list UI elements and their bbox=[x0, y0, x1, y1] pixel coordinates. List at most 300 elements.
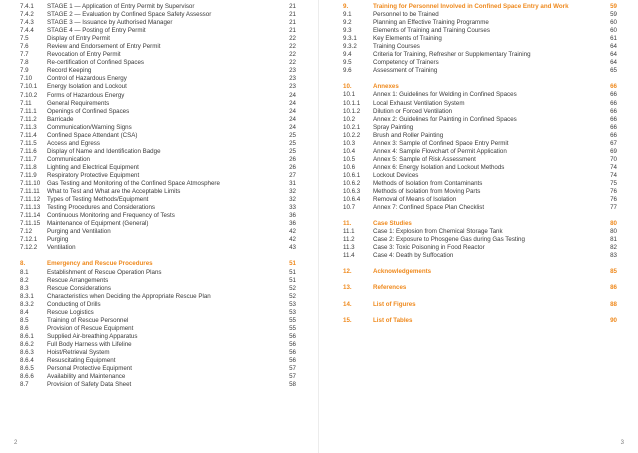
toc-section-heading[interactable] bbox=[343, 3, 617, 11]
toc-entry-page: 32 bbox=[289, 188, 296, 196]
toc-entry-page: 82 bbox=[610, 244, 617, 252]
toc-entry[interactable] bbox=[343, 27, 617, 35]
toc-entry-page: 57 bbox=[289, 373, 296, 381]
toc-entry-title: Removal of Means of Isolation bbox=[373, 196, 457, 204]
toc-entry-title: Training for Personnel Involved in Confined Space Entry and Work bbox=[373, 3, 569, 10]
toc-entry-page: 52 bbox=[289, 284, 296, 292]
toc-entry-title: Availability and Maintenance bbox=[47, 373, 126, 381]
toc-entry-number: 8.1 bbox=[20, 268, 29, 276]
toc-entry-page: 58 bbox=[289, 381, 296, 389]
toc-section-heading[interactable] bbox=[343, 268, 617, 276]
toc-entry-number: 7.11.11 bbox=[20, 188, 40, 196]
toc-entry-title: Personnel to be Trained bbox=[373, 11, 439, 19]
toc-entry-title: Communication bbox=[47, 155, 90, 163]
toc-entry[interactable] bbox=[343, 59, 617, 67]
toc-entry-page: 86 bbox=[610, 284, 617, 292]
toc-entry-number: 8.6.2 bbox=[20, 340, 34, 348]
toc-entry-page: 42 bbox=[289, 236, 296, 244]
toc-entry-page: 43 bbox=[289, 244, 296, 252]
toc-entry-number: 10.3 bbox=[343, 139, 356, 147]
toc-entry-page: 66 bbox=[610, 131, 617, 139]
toc-entry[interactable] bbox=[20, 148, 296, 156]
toc-entry-page: 64 bbox=[610, 59, 617, 67]
toc-entry[interactable] bbox=[343, 91, 617, 99]
toc-entry-page: 32 bbox=[289, 196, 296, 204]
toc-entry-page: 76 bbox=[610, 188, 617, 196]
toc-entry-title: Case 2: Exposure to Phosgene Gas during Gas Testing bbox=[373, 236, 525, 244]
toc-entry-number: 7.11.15 bbox=[20, 220, 41, 228]
toc-entry-page: 83 bbox=[610, 252, 617, 260]
toc-entry[interactable] bbox=[20, 92, 296, 100]
toc-entry-page: 24 bbox=[289, 107, 296, 115]
toc-entry[interactable] bbox=[343, 228, 617, 236]
toc-entry-title: Annex 3: Sample of Confined Space Entry Permit bbox=[373, 139, 509, 147]
toc-entry-number: 10.5 bbox=[343, 155, 356, 163]
toc-entry-title: STAGE 3 — Issuance by Authorised Manager bbox=[47, 19, 173, 27]
toc-entry[interactable] bbox=[20, 3, 296, 11]
toc-entry-title: Annex 7: Confined Space Plan Checklist bbox=[373, 204, 485, 212]
toc-entry-page: 66 bbox=[610, 83, 617, 91]
toc-spacer bbox=[343, 309, 617, 317]
toc-entry-number: 10.6 bbox=[343, 163, 356, 171]
toc-entry-number: 8.4 bbox=[20, 308, 29, 316]
toc-entry-number: 7.4.1 bbox=[20, 3, 34, 10]
toc-entry-title: List of Figures bbox=[373, 300, 416, 308]
toc-entry[interactable] bbox=[20, 309, 296, 317]
toc-entry-number: 10. bbox=[343, 83, 352, 91]
toc-entry-page: 75 bbox=[610, 179, 617, 187]
toc-entry-number: 10.1.1 bbox=[343, 99, 361, 107]
toc-entry-page: 53 bbox=[289, 300, 296, 308]
toc-entry[interactable] bbox=[20, 301, 296, 309]
toc-entry-number: 8.6.6 bbox=[20, 373, 34, 381]
toc-entry-number: 8.6.3 bbox=[20, 348, 34, 356]
toc-entry-number: 10.6.1 bbox=[343, 171, 361, 179]
toc-entry[interactable] bbox=[343, 116, 617, 124]
toc-entry-number: 11. bbox=[343, 220, 352, 228]
toc-entry-title: Hoist/Retrieval System bbox=[47, 348, 110, 356]
toc-entry-number: 10.4 bbox=[343, 147, 356, 155]
toc-entry-page: 21 bbox=[289, 11, 296, 19]
toc-entry-page: 24 bbox=[289, 99, 296, 107]
toc-entry[interactable] bbox=[343, 67, 617, 75]
toc-entry-number: 7.12 bbox=[20, 228, 33, 236]
toc-entry-title: Establishment of Rescue Operation Plans bbox=[47, 268, 162, 276]
toc-entry-number: 9.5 bbox=[343, 59, 352, 67]
toc-entry-number: 8.6.5 bbox=[20, 365, 34, 373]
toc-entry-page: 22 bbox=[289, 51, 296, 59]
toc-entry-number: 7.11.1 bbox=[20, 107, 37, 115]
toc-entry-page: 21 bbox=[289, 27, 296, 35]
toc-entry[interactable] bbox=[343, 172, 617, 180]
toc-section-heading[interactable] bbox=[343, 301, 617, 309]
toc-entry[interactable] bbox=[20, 341, 296, 349]
toc-entry[interactable] bbox=[343, 164, 617, 172]
toc-entry-title: Access and Egress bbox=[47, 139, 100, 147]
toc-entry-page: 22 bbox=[289, 35, 296, 43]
toc-entry-page: 27 bbox=[289, 171, 296, 179]
toc-entry-title: Methods of Isolation from Contaminants bbox=[373, 179, 483, 187]
toc-entry-title: Respiratory Protective Equipment bbox=[47, 171, 140, 179]
toc-entry-title: STAGE 2 — Evaluation by Confined Space Safety Assessor bbox=[47, 11, 212, 19]
toc-entry[interactable] bbox=[343, 204, 617, 212]
toc-entry[interactable] bbox=[20, 67, 296, 75]
toc-entry[interactable] bbox=[343, 132, 617, 140]
toc-entry-title: Acknowledgements bbox=[373, 268, 432, 276]
toc-entry[interactable] bbox=[343, 180, 617, 188]
toc-entry-title: Local Exhaust Ventilation System bbox=[373, 99, 465, 107]
toc-entry-title: Forms of Hazardous Energy bbox=[47, 91, 125, 99]
toc-entry-number: 7.11.5 bbox=[20, 139, 37, 147]
toc-entry-title: STAGE 1 — Application of Entry Permit by Supervisor bbox=[47, 3, 195, 10]
toc-entry[interactable] bbox=[20, 11, 296, 19]
toc-entry[interactable] bbox=[20, 317, 296, 325]
toc-entry-title: Purging and Ventilation bbox=[47, 228, 111, 236]
toc-entry[interactable] bbox=[20, 325, 296, 333]
toc-entry-number: 7.11.7 bbox=[20, 155, 37, 163]
toc-entry-page: 53 bbox=[289, 308, 296, 316]
toc-entry-number: 11.2 bbox=[343, 236, 355, 244]
toc-entry-number: 8. bbox=[20, 260, 26, 268]
toc-entry[interactable] bbox=[20, 285, 296, 293]
toc-entry[interactable] bbox=[20, 59, 296, 67]
toc-entry-number: 7.4.4 bbox=[20, 27, 34, 35]
toc-entry-number: 10.1 bbox=[343, 91, 356, 99]
toc-entry-number: 11.4 bbox=[343, 252, 355, 260]
toc-entry-number: 9.1 bbox=[343, 11, 352, 19]
toc-entry-page: 21 bbox=[289, 19, 296, 27]
toc-entry-number: 11.3 bbox=[343, 244, 355, 252]
toc-entry-title: Display of Name and Identification Badge bbox=[47, 147, 161, 155]
toc-entry-page: 76 bbox=[610, 196, 617, 204]
toc-entry-number: 10.6.2 bbox=[343, 179, 361, 187]
toc-entry-page: 69 bbox=[610, 147, 617, 155]
toc-entry-title: Characteristics when Deciding the Appropriate Rescue Plan bbox=[47, 292, 211, 300]
toc-entry[interactable] bbox=[343, 124, 617, 132]
toc-entry-number: 15. bbox=[343, 316, 352, 324]
toc-entry-title: Key Elements of Training bbox=[373, 35, 442, 43]
toc-entry-page: 61 bbox=[610, 35, 617, 43]
toc-entry-title: Annex 2: Guidelines for Painting in Confined Spaces bbox=[373, 115, 517, 123]
toc-entry[interactable] bbox=[343, 188, 617, 196]
toc-entry-title: Energy Isolation and Lockout bbox=[47, 83, 127, 91]
toc-entry-number: 7.10.1 bbox=[20, 83, 38, 91]
toc-entry-title: Resuscitating Equipment bbox=[47, 357, 116, 365]
toc-entry-title: Spray Painting bbox=[373, 123, 414, 131]
toc-entry-title: References bbox=[373, 284, 407, 292]
toc-entry[interactable] bbox=[20, 349, 296, 357]
toc-entry-title: Full Body Harness with Lifeline bbox=[47, 340, 132, 348]
toc-entry-page: 56 bbox=[289, 332, 296, 340]
toc-entry-page: 24 bbox=[289, 91, 296, 99]
toc-entry-number: 7.11.4 bbox=[20, 131, 37, 139]
toc-spacer bbox=[343, 75, 617, 83]
toc-entry-page: 55 bbox=[289, 324, 296, 332]
toc-entry[interactable] bbox=[20, 180, 296, 188]
toc-entry-number: 10.6.4 bbox=[343, 196, 361, 204]
toc-entry-number: 8.5 bbox=[20, 316, 29, 324]
toc-entry-title: Dilution or Forced Ventilation bbox=[373, 107, 453, 115]
toc-entry[interactable] bbox=[20, 228, 296, 236]
toc-entry-number: 7.11.9 bbox=[20, 171, 37, 179]
toc-entry[interactable] bbox=[20, 108, 296, 116]
toc-entry-title: Conducting of Drills bbox=[47, 300, 101, 308]
toc-entry-number: 7.11.6 bbox=[20, 147, 37, 155]
toc-entry[interactable] bbox=[343, 140, 617, 148]
toc-entry-title: Case Studies bbox=[373, 220, 412, 228]
toc-entry-page: 80 bbox=[610, 228, 617, 236]
toc-entry[interactable] bbox=[20, 188, 296, 196]
page-number-right: 3 bbox=[620, 440, 624, 446]
page-number-left: 2 bbox=[14, 440, 18, 446]
toc-entry[interactable] bbox=[20, 365, 296, 373]
toc-entry-number: 8.3.2 bbox=[20, 300, 34, 308]
toc-entry[interactable] bbox=[343, 100, 617, 108]
toc-entry[interactable] bbox=[20, 75, 296, 83]
toc-entry-number: 9.3.2 bbox=[343, 43, 357, 51]
toc-entry-page: 52 bbox=[289, 292, 296, 300]
toc-entry-page: 23 bbox=[289, 83, 296, 91]
toc-entry-number: 8.6 bbox=[20, 324, 29, 332]
toc-section-heading[interactable] bbox=[343, 83, 617, 91]
toc-entry-page: 21 bbox=[289, 3, 296, 10]
toc-entry-page: 74 bbox=[610, 163, 617, 171]
toc-entry[interactable] bbox=[20, 43, 296, 51]
toc-entry-title: Control of Hazardous Energy bbox=[47, 75, 127, 83]
toc-entry-page: 66 bbox=[610, 123, 617, 131]
toc-entry-page: 51 bbox=[289, 276, 296, 284]
toc-entry-page: 24 bbox=[289, 123, 296, 131]
toc-entry[interactable] bbox=[343, 236, 617, 244]
toc-entry-number: 10.2 bbox=[343, 115, 356, 123]
toc-spacer bbox=[343, 260, 617, 268]
toc-entry[interactable] bbox=[343, 11, 617, 19]
toc-entry-title: Brush and Roller Painting bbox=[373, 131, 444, 139]
toc-entry[interactable] bbox=[20, 269, 296, 277]
toc-entry-title: Testing Procedures and Considerations bbox=[47, 204, 155, 212]
toc-entry-title: Emergency and Rescue Procedures bbox=[47, 260, 153, 268]
toc-entry-title: Rescue Logistics bbox=[47, 308, 94, 316]
toc-section-heading[interactable] bbox=[20, 260, 296, 268]
toc-section-heading[interactable] bbox=[343, 220, 617, 228]
toc-entry-title: Gas Testing and Monitoring of the Confined Space Atmosphere bbox=[47, 180, 220, 188]
toc-entry-title: Rescue Considerations bbox=[47, 284, 111, 292]
toc-entry-number: 9.4 bbox=[343, 51, 352, 59]
toc-entry-page: 57 bbox=[289, 365, 296, 373]
toc-entry-page: 59 bbox=[610, 11, 617, 19]
toc-entry-page: 80 bbox=[610, 220, 617, 228]
toc-entry-number: 7.8 bbox=[20, 59, 29, 67]
toc-entry[interactable] bbox=[20, 51, 296, 59]
toc-entry-title: Provision of Safety Data Sheet bbox=[47, 381, 132, 389]
toc-entry-title: Provision of Rescue Equipment bbox=[47, 324, 134, 332]
toc-entry-page: 56 bbox=[289, 348, 296, 356]
toc-spacer bbox=[20, 252, 296, 260]
toc-entry-title: Annex 5: Sample of Risk Assessment bbox=[373, 155, 476, 163]
toc-entry[interactable] bbox=[20, 357, 296, 365]
toc-entry-page: 85 bbox=[610, 268, 617, 276]
toc-entry-title: Planning an Effective Training Programme bbox=[373, 19, 489, 27]
toc-entry-number: 7.6 bbox=[20, 43, 29, 51]
toc-entry[interactable] bbox=[343, 108, 617, 116]
toc-entry-number: 7.11 bbox=[20, 99, 32, 107]
toc-entry-title: Training of Rescue Personnel bbox=[47, 316, 129, 324]
toc-entry-page: 26 bbox=[289, 155, 296, 163]
toc-entry-title: Purging bbox=[47, 236, 69, 244]
toc-entry-title: General Requirements bbox=[47, 99, 110, 107]
toc-entry[interactable] bbox=[20, 100, 296, 108]
toc-entry-page: 31 bbox=[289, 180, 296, 188]
toc-entry-page: 66 bbox=[610, 99, 617, 107]
toc-entry-title: Competency of Trainers bbox=[373, 59, 439, 67]
toc-entry[interactable] bbox=[20, 172, 296, 180]
toc-entry-page: 25 bbox=[289, 139, 296, 147]
toc-entry-number: 7.12.2 bbox=[20, 244, 38, 252]
right-page bbox=[319, 0, 638, 453]
toc-entry[interactable] bbox=[20, 196, 296, 204]
toc-entry-title: Communication/Warning Signs bbox=[47, 123, 132, 131]
toc-entry[interactable] bbox=[20, 19, 296, 27]
toc-entry-title: STAGE 4 — Posting of Entry Permit bbox=[47, 27, 146, 35]
toc-entry[interactable] bbox=[343, 35, 617, 43]
toc-entry-number: 10.1.2 bbox=[343, 107, 361, 115]
toc-entry-title: Annexes bbox=[373, 83, 399, 91]
toc-entry-page: 23 bbox=[289, 67, 296, 75]
toc-entry[interactable] bbox=[20, 277, 296, 285]
toc-entry[interactable] bbox=[20, 164, 296, 172]
toc-entry-number: 11.1 bbox=[343, 228, 355, 236]
toc-entry-number: 7.12.1 bbox=[20, 236, 38, 244]
toc-entry-title: Annex 6: Energy Isolation and Lockout Methods bbox=[373, 163, 505, 171]
toc-entry-number: 7.11.3 bbox=[20, 123, 37, 131]
toc-entry-number: 10.7 bbox=[343, 204, 356, 212]
toc-entry[interactable] bbox=[20, 132, 296, 140]
toc-entry-title: Elements of Training and Training Courses bbox=[373, 27, 490, 35]
toc-entry-number: 7.11.14 bbox=[20, 212, 41, 220]
toc-entry-number: 7.4.2 bbox=[20, 11, 34, 19]
toc-entry[interactable] bbox=[343, 51, 617, 59]
toc-entry-page: 55 bbox=[289, 316, 296, 324]
toc-entry-page: 25 bbox=[289, 147, 296, 155]
toc-entry-title: Training Courses bbox=[373, 43, 420, 51]
toc-entry[interactable] bbox=[343, 43, 617, 51]
toc-entry-number: 8.6.4 bbox=[20, 357, 34, 365]
toc-entry-number: 13. bbox=[343, 284, 352, 292]
toc-entry[interactable] bbox=[20, 236, 296, 244]
toc-entry-page: 70 bbox=[610, 155, 617, 163]
toc-entry[interactable] bbox=[20, 381, 296, 389]
toc-entry[interactable] bbox=[20, 244, 296, 252]
toc-entry-title: Criteria for Training, Refresher or Supplementary Training bbox=[373, 51, 531, 59]
toc-entry[interactable] bbox=[20, 140, 296, 148]
toc-entry-title: Annex 4: Sample Flowchart of Permit Application bbox=[373, 147, 507, 155]
toc-entry-number: 7.9 bbox=[20, 67, 29, 75]
toc-entry-title: Assessment of Training bbox=[373, 67, 438, 75]
toc-entry-number: 9.6 bbox=[343, 67, 352, 75]
toc-entry-page: 26 bbox=[289, 163, 296, 171]
toc-entry-number: 7.11.2 bbox=[20, 115, 37, 123]
toc-entry-number: 9.2 bbox=[343, 19, 352, 27]
toc-entry-title: Openings of Confined Spaces bbox=[47, 107, 130, 115]
toc-entry[interactable] bbox=[343, 196, 617, 204]
toc-entry-number: 7.4.3 bbox=[20, 19, 34, 27]
toc-entry[interactable] bbox=[20, 116, 296, 124]
toc-entry-title: Review and Endorsement of Entry Permit bbox=[47, 43, 161, 51]
toc-entry-title: Annex 1: Guidelines for Welding in Confined Spaces bbox=[373, 91, 517, 99]
toc-entry[interactable] bbox=[20, 204, 296, 212]
toc-entry-page: 24 bbox=[289, 115, 296, 123]
toc-entry-number: 7.11.10 bbox=[20, 180, 41, 188]
toc-entry-number: 7.11.12 bbox=[20, 196, 41, 204]
toc-list-left bbox=[20, 3, 296, 389]
toc-entry-number: 10.2.1 bbox=[343, 123, 361, 131]
toc-entry-page: 60 bbox=[610, 19, 617, 27]
toc-entry-title: Personal Protective Equipment bbox=[47, 365, 132, 373]
toc-spacer bbox=[343, 293, 617, 301]
toc-entry-page: 22 bbox=[289, 43, 296, 51]
toc-entry[interactable] bbox=[20, 220, 296, 228]
toc-entry-title: Rescue Arrangements bbox=[47, 276, 109, 284]
toc-entry[interactable] bbox=[20, 124, 296, 132]
toc-section-heading[interactable] bbox=[343, 284, 617, 292]
toc-entry-page: 36 bbox=[289, 212, 296, 220]
toc-entry[interactable] bbox=[20, 293, 296, 301]
toc-entry-title: Re-certification of Confined Spaces bbox=[47, 59, 144, 67]
toc-entry-page: 22 bbox=[289, 59, 296, 67]
toc-entry[interactable] bbox=[20, 27, 296, 35]
toc-entry-number: 9.3.1 bbox=[343, 35, 357, 43]
toc-entry-page: 77 bbox=[610, 204, 617, 212]
toc-section-heading[interactable] bbox=[343, 317, 617, 325]
toc-entry-page: 74 bbox=[610, 171, 617, 179]
toc-entry-page: 66 bbox=[610, 115, 617, 123]
toc-entry-page: 51 bbox=[289, 260, 296, 268]
toc-entry[interactable] bbox=[20, 373, 296, 381]
toc-entry-number: 9. bbox=[343, 3, 349, 10]
toc-entry-page: 56 bbox=[289, 340, 296, 348]
toc-entry-number: 8.3 bbox=[20, 284, 29, 292]
toc-entry-title: Case 1: Explosion from Chemical Storage Tank bbox=[373, 228, 503, 236]
toc-entry-title: Revocation of Entry Permit bbox=[47, 51, 121, 59]
toc-entry-title: Record Keeping bbox=[47, 67, 92, 75]
toc-entry[interactable] bbox=[20, 156, 296, 164]
toc-entry[interactable] bbox=[343, 148, 617, 156]
toc-entry-number: 7.10.2 bbox=[20, 91, 38, 99]
toc-entry-title: Types of Testing Methods/Equipment bbox=[47, 196, 149, 204]
toc-entry-page: 36 bbox=[289, 220, 296, 228]
toc-entry-number: 7.5 bbox=[20, 35, 29, 43]
toc-entry-page: 64 bbox=[610, 43, 617, 51]
toc-entry-number: 14. bbox=[343, 300, 352, 308]
toc-entry[interactable] bbox=[20, 83, 296, 91]
toc-entry-page: 33 bbox=[289, 204, 296, 212]
toc-entry-page: 60 bbox=[610, 27, 617, 35]
toc-entry-title: Display of Entry Permit bbox=[47, 35, 110, 43]
toc-entry[interactable] bbox=[20, 333, 296, 341]
toc-entry-page: 56 bbox=[289, 357, 296, 365]
toc-entry[interactable] bbox=[343, 252, 617, 260]
toc-entry[interactable] bbox=[20, 35, 296, 43]
toc-entry-page: 66 bbox=[610, 107, 617, 115]
toc-entry-title: Confined Space Attendant (CSA) bbox=[47, 131, 138, 139]
toc-entry[interactable] bbox=[343, 244, 617, 252]
toc-entry-number: 12. bbox=[343, 268, 352, 276]
toc-entry-number: 10.6.3 bbox=[343, 188, 361, 196]
toc-entry[interactable] bbox=[343, 19, 617, 27]
toc-entry[interactable] bbox=[343, 156, 617, 164]
toc-entry[interactable] bbox=[20, 212, 296, 220]
toc-entry-title: What to Test and What are the Acceptable Limits bbox=[47, 188, 181, 196]
